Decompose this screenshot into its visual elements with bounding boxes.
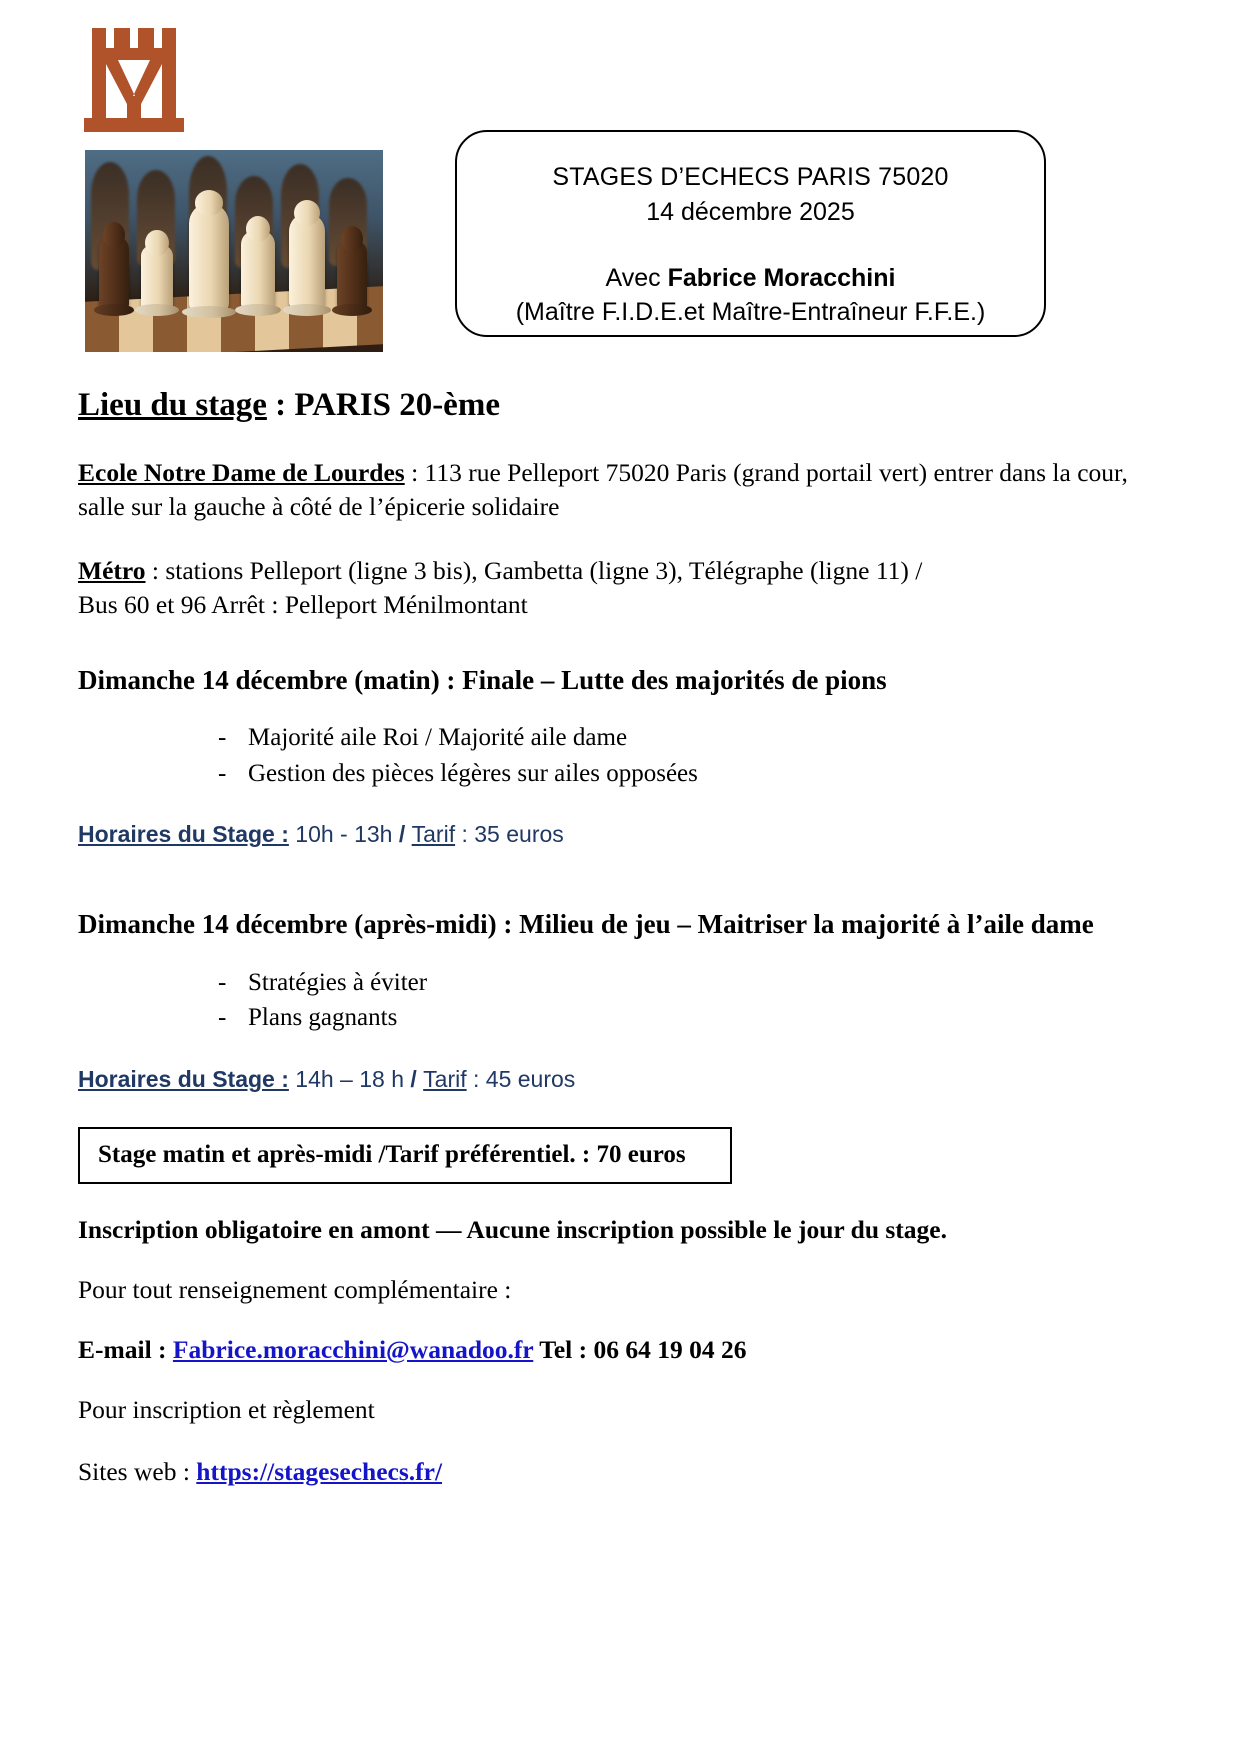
tarif-value: : 45 euros	[466, 1065, 576, 1092]
transport-line-2: Bus 60 et 96 Arrêt : Pelleport Ménilmontant	[78, 589, 528, 619]
chess-rook-monogram-logo	[78, 22, 204, 134]
page-title	[78, 385, 1163, 426]
website-link[interactable]: https://stagesechecs.fr/	[196, 1456, 443, 1486]
website-line	[78, 1457, 1163, 1487]
list-item-label: Gestion des pièces légères sur ailes opposées	[248, 759, 698, 787]
list-item-label: Plans gagnants	[248, 1004, 398, 1032]
dash-marker: -	[218, 759, 227, 787]
session-2-hours	[78, 1066, 1163, 1093]
hours-value: 10h - 13h	[288, 821, 399, 848]
contact-line	[78, 1335, 1163, 1365]
page-title-separator: :	[266, 387, 295, 423]
tarif-label: Tarif	[423, 1065, 467, 1092]
email-link[interactable]: Fabrice.moracchini@wanadoo.fr	[172, 1334, 534, 1364]
venue-label: Ecole Notre Dame de Lourdes	[78, 458, 405, 488]
transport-paragraph	[78, 554, 1163, 622]
hours-label: Horaires du Stage :	[78, 821, 289, 848]
combined-price-box: Stage matin et après-midi /Tarif préférentiel. : 70 euros	[78, 1127, 732, 1184]
list-item-label: Stratégies à éviter	[248, 968, 428, 996]
list-item	[218, 720, 1163, 756]
coach-credentials: (Maître F.I.D.E.et Maître-Entraîneur F.F.E.)	[515, 298, 986, 326]
event-title: STAGES D’ECHECS PARIS 75020	[552, 163, 949, 191]
list-item-label: Majorité aile Roi / Majorité aile dame	[248, 724, 628, 752]
list-item	[218, 756, 1163, 792]
page-title-label: Lieu du stage	[78, 387, 267, 423]
tarif-label: Tarif	[411, 821, 456, 848]
session-1-hours	[78, 821, 1163, 848]
coach-name: Fabrice Moracchini	[667, 264, 896, 292]
phone-value: Tel : 06 64 19 04 26	[533, 1334, 747, 1364]
registration-line: Pour inscription et règlement	[78, 1394, 375, 1424]
event-date: 14 décembre 2025	[646, 198, 855, 226]
website-label: Sites web :	[78, 1456, 197, 1486]
document-body	[78, 385, 1163, 1487]
info-line: Pour tout renseignement complémentaire :	[78, 1274, 512, 1304]
tarif-value: : 35 euros	[455, 821, 564, 848]
venue-text: : 113 rue Pelleport 75020 Paris (grand portail vert) entrer dans la cour, salle sur la gauche à côté de l’épicerie solidaire	[78, 458, 1128, 522]
hours-value: 14h – 18 h	[288, 1065, 411, 1092]
hours-label: Horaires du Stage :	[78, 1065, 289, 1092]
transport-line-1: : stations Pelleport (ligne 3 bis), Gambetta (ligne 3), Télégraphe (ligne 11) /	[145, 556, 923, 586]
hours-separator: /	[398, 821, 412, 848]
page-title-value: PARIS 20-ème	[294, 387, 500, 423]
event-title-box	[455, 130, 1046, 337]
hours-separator: /	[410, 1065, 424, 1092]
registration-notice: Inscription obligatoire en amont — Aucune inscription possible le jour du stage.	[78, 1214, 947, 1244]
dash-marker: -	[218, 1004, 227, 1032]
list-item	[218, 1000, 1163, 1036]
dash-marker: -	[218, 724, 227, 752]
session-1-title: Dimanche 14 décembre (matin) : Finale – Lutte des majorités de pions	[78, 664, 887, 695]
session-2-title: Dimanche 14 décembre (après-midi) : Milieu de jeu – Maitriser la majorité à l’aile dame	[78, 909, 1094, 940]
dash-marker: -	[218, 968, 227, 996]
session-2-bullets	[78, 965, 1163, 1036]
chessboard-photo	[85, 150, 383, 352]
with-prefix: Avec	[605, 264, 668, 292]
venue-paragraph	[78, 456, 1163, 524]
event-coach-line	[457, 264, 1044, 293]
transport-label: Métro	[78, 556, 146, 586]
list-item	[218, 965, 1163, 1001]
email-label: E-mail :	[78, 1334, 173, 1364]
session-1-bullets	[78, 720, 1163, 791]
